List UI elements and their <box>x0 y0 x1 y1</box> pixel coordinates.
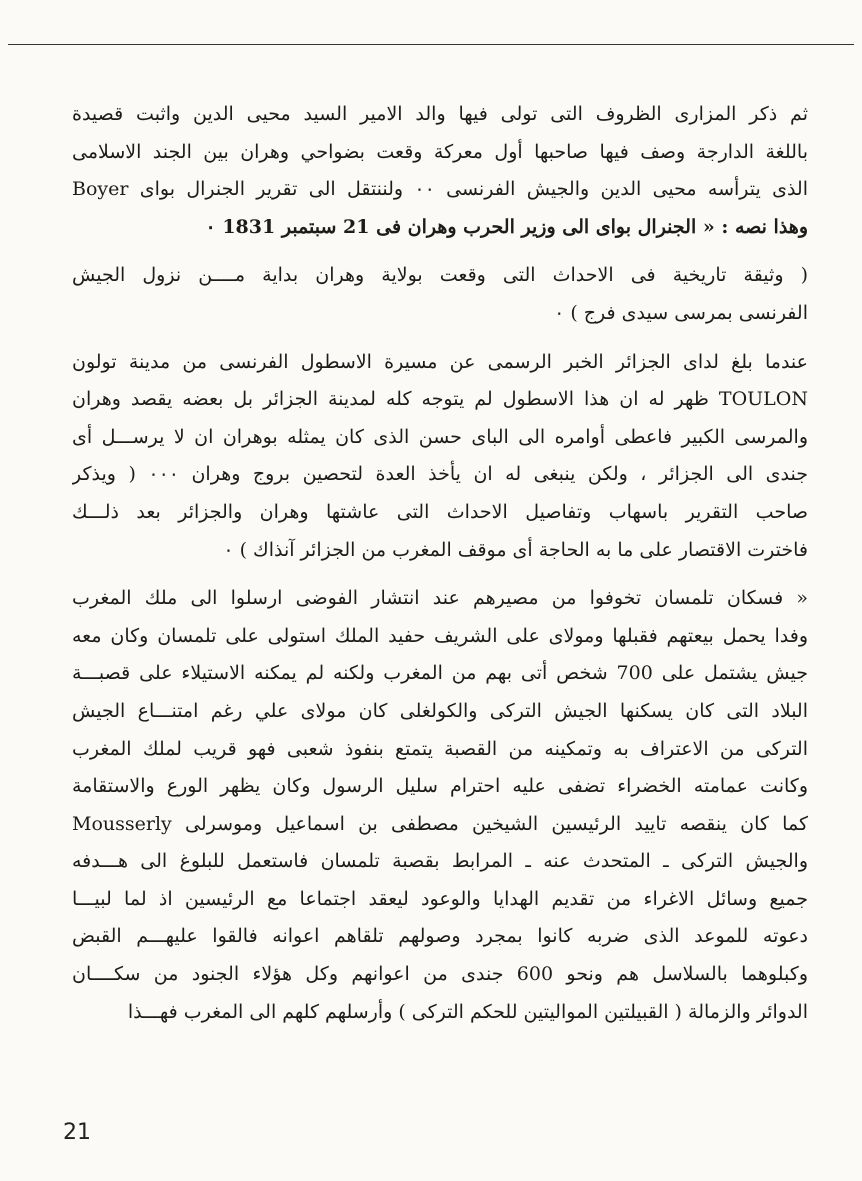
text-line: TOULON ظهر له ان هذا الاسطول لم يتوجه كله لمدينة الجزائر بل بعضه يقصد وهران <box>72 388 808 411</box>
text-line: جيش يشتمل على 700 شخص أتى بهم من المغرب ولكنه لم يمكنه الاستيلاء على قصبـــة <box>72 662 808 685</box>
text-line: الفرنسى بمرسى سيدى فرج ) ٠ <box>554 301 808 324</box>
text-line: ( وثيقة تاريخية فى الاحداث التى وقعت بولاية وهران بداية مــــن نزول الجيش <box>72 264 808 287</box>
text-line: كما كان ينقصه تاييد الرئيسين الشيخين مصطفى بن اسماعيل وموسرلى Mousserly <box>72 812 808 835</box>
text-line: الدوائر والزمالة ( القبيلتين المواليتين للحكم التركى ) وأرسلهم كلهم الى المغرب فهـــذا <box>127 1000 808 1023</box>
text-line: جندى الى الجزائر ، ولكن ينبغى له ان يأخذ العدة لتحصين بروج وهران ٠٠٠ ( ويذكر <box>72 463 808 486</box>
header-rule <box>8 44 854 45</box>
paragraph <box>72 96 808 246</box>
text-line: وكبلوهما بالسلاسل هم ونحو 600 جندى من اعوانهم وكل هؤلاء الجنود من سكــــان <box>72 963 808 986</box>
paragraph <box>72 257 808 332</box>
text-line: والمرسى الكبير فاعطى أوامره الى الباى حسن الذى كان يمثله بوهران ان لا يرســـل أى <box>72 425 808 448</box>
text-line: ثم ذكر المزارى الظروف التى تولى فيها والد الامير السيد محيى الدين واثبت قصيدة <box>72 103 808 125</box>
text-line: « فسكان تلمسان تخوفوا من مصيرهم عند انتشار الفوضى ارسلوا الى ملك المغرب <box>72 587 808 610</box>
text-line: جميع وسائل الاغراء من تقديم الهدايا والوعود ليعقد اجتماعا مع الرئيسين اذ لما لبيـــا <box>72 887 808 910</box>
text-line: دعوته للموعد الذى ضربه كانوا بمجرد وصولهم تلقاهم اعوانه فالقوا عليهـــم القبض <box>72 925 808 948</box>
page-number: 21 <box>63 1120 91 1145</box>
paragraph <box>72 344 808 570</box>
text-line: وهذا نصه : « الجنرال بواى الى وزير الحرب وهران فى 21 سبتمبر 1831 ٠ <box>205 215 808 238</box>
text-line: عندما بلغ لداى الجزائر الخبر الرسمى عن مسيرة الاسطول الفرنسى من مدينة تولون <box>72 350 808 373</box>
text-line: وكانت عمامته الخضراء تضفى عليه احترام سليل الرسول وكان يظهر الورع والاستقامة <box>72 775 808 798</box>
text-line: الذى يترأسه محيى الدين والجيش الفرنسى ٠٠ ولننتقل الى تقرير الجنرال بواى Boyer <box>72 178 808 201</box>
text-line: التركى من الاعتراف به وتمكينه من القصبة يتمتع بنفوذ شعبى فهو قريب لملك المغرب <box>72 737 808 760</box>
text-line: وفدا يحمل بيعتهم فقبلها ومولاى على الشريف حفيد الملك استولى على تلمسان وكان معه <box>72 624 808 647</box>
text-line: صاحب التقرير باسهاب وتفاصيل الاحداث التى عاشتها وهران والجزائر بعد ذلـــك <box>72 500 808 523</box>
text-line: البلاد التى كان يسكنها الجيش التركى والكولغلى كان مولاى علي رغم امتنـــاع الجيش <box>72 699 808 722</box>
text-line: والجيش التركى ـ المتحدث عنه ـ المرابط بقصبة تلمسان فاستعمل للبلوغ الى هـــدفه <box>72 850 808 873</box>
text-line: فاخترت الاقتصار على ما به الحاجة أى موقف المغرب من الجزائر آنذاك ) ٠ <box>223 538 808 561</box>
body-text <box>72 96 808 1042</box>
text-line: باللغة الدارجة وصف فيها صاحبها أول معركة وقعت بضواحي وهران بين الجند الاسلامى <box>72 140 808 163</box>
paragraph <box>72 580 808 1031</box>
